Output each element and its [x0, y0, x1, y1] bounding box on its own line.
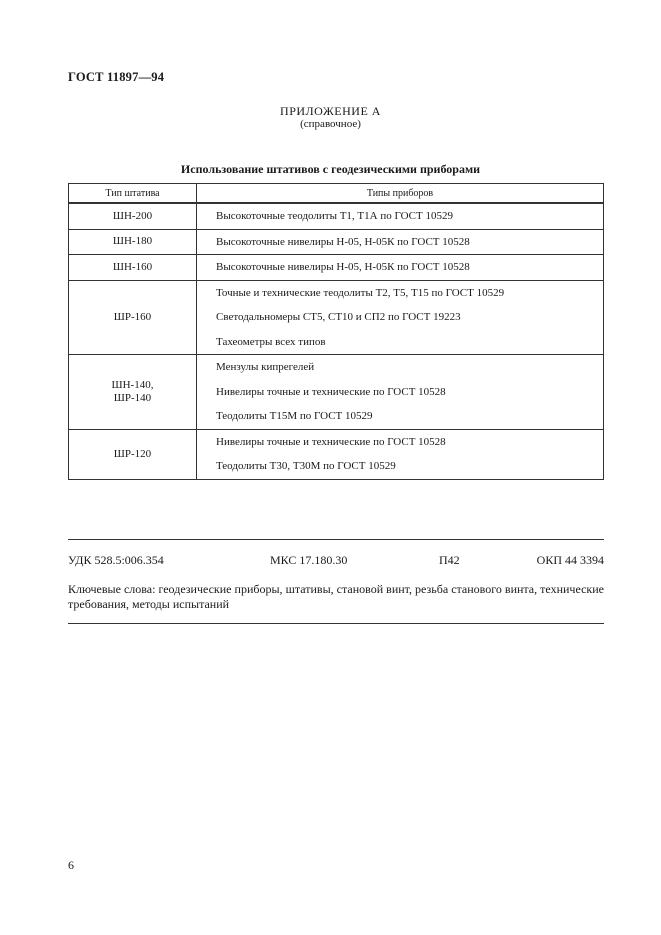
page-number: 6: [68, 858, 74, 872]
tripod-type-cell: [69, 429, 197, 479]
table-row: [69, 280, 604, 355]
tripod-type-cell: [69, 203, 197, 229]
device-type-entry: Точные и технические теодолиты Т2, Т5, Т15 по ГОСТ 10529: [216, 286, 505, 299]
tripod-usage-table: [68, 183, 604, 480]
device-type-entry: Тахеометры всех типов: [216, 335, 326, 348]
device-type-entry: Теодолиты Т15М по ГОСТ 10529: [216, 410, 373, 422]
document-code: ГОСТ 11897—94: [68, 70, 165, 84]
device-types-cell: [197, 255, 604, 281]
tripod-type-cell: [69, 280, 197, 355]
table-header-row: [69, 184, 604, 204]
table-row: [69, 203, 604, 229]
table-body: [69, 203, 604, 479]
tripod-type-label: ШР-120: [113, 447, 152, 460]
tripod-type-label: ШН-160: [112, 260, 153, 273]
table-caption: Использование штативов с геодезическими приборами: [180, 162, 481, 176]
tripod-type-label: ШН-200: [112, 209, 153, 222]
table-row: [69, 355, 604, 430]
group-code: П42: [439, 553, 460, 567]
device-type-entry: Мензулы кипрегелей: [216, 361, 315, 373]
tripod-type-label: ШН-180: [112, 235, 153, 248]
column-header-device-types: Типы приборов: [197, 184, 604, 204]
annex-subtitle: (справочное): [300, 118, 361, 130]
device-type-entry: Высокоточные нивелиры Н-05, Н-05К по ГОСТ 10528: [216, 235, 470, 248]
device-type-entry: Нивелиры точные и технические по ГОСТ 10528: [216, 385, 446, 398]
footer-top-rule: [68, 539, 604, 540]
device-type-entry: Светодальномеры СТ5, СТ10 и СП2 по ГОСТ 19223: [216, 311, 461, 323]
device-types-cell: [197, 355, 604, 430]
keywords-paragraph: Ключевые слова: геодезические приборы, штативы, становой винт, резьба станового винта, технические требования, методы испытаний: [68, 582, 604, 611]
table-row: [69, 429, 604, 479]
table-row: [69, 255, 604, 281]
device-types-cell: [197, 229, 604, 255]
okp-code: ОКП 44 3394: [536, 553, 604, 567]
device-type-entry: Теодолиты Т30, Т30М по ГОСТ 10529: [216, 460, 396, 472]
device-type-entry: Высокоточные теодолиты Т1, Т1А по ГОСТ 10529: [216, 210, 453, 222]
tripod-type-cell: [69, 355, 197, 430]
tripod-type-label: ШР-160: [113, 310, 152, 323]
device-type-entry: Высокоточные нивелиры Н-05, Н-05К по ГОСТ 10528: [216, 261, 470, 273]
device-types-cell: [197, 203, 604, 229]
device-type-entry: Нивелиры точные и технические по ГОСТ 10528: [216, 435, 446, 448]
tripod-type-cell: [69, 255, 197, 281]
tripod-type-label: ШР-140: [113, 391, 152, 404]
tripod-type-label: ШН-140,: [111, 378, 154, 391]
mks-code: МКС 17.180.30: [270, 553, 348, 567]
footer-bottom-rule: [68, 623, 604, 624]
device-types-cell: [197, 280, 604, 355]
tripod-type-cell: [69, 229, 197, 255]
annex-title: ПРИЛОЖЕНИЕ А: [280, 104, 381, 118]
udk-code: УДК 528.5:006.354: [68, 553, 164, 567]
column-header-tripod-type: Тип штатива: [69, 184, 197, 204]
device-types-cell: [197, 429, 604, 479]
table-row: [69, 229, 604, 255]
